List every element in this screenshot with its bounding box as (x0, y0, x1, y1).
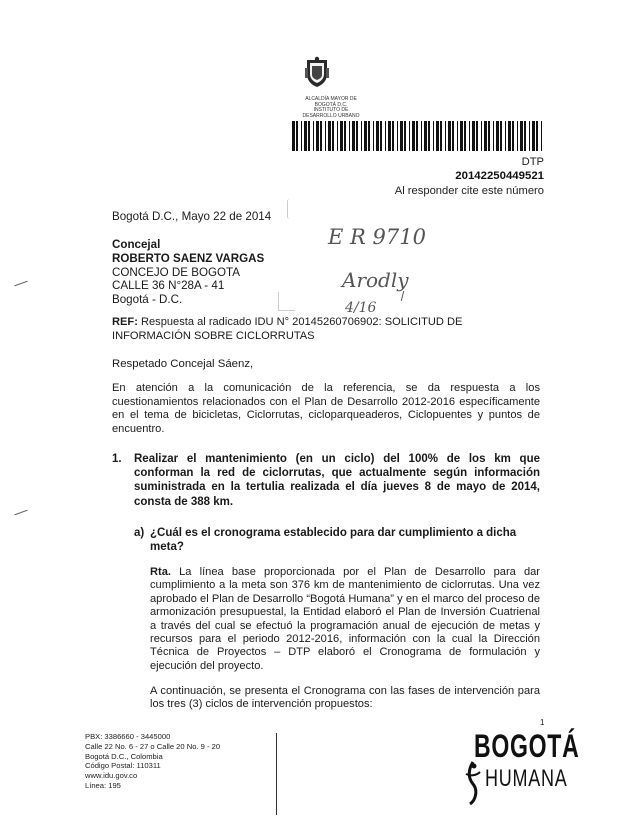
page-number: 1 (540, 718, 545, 727)
footer-line: Línea: 195 (85, 780, 121, 790)
question-1 (112, 452, 540, 509)
scan-mark (14, 510, 27, 516)
ref-text: Respuesta al radicado IDU N° 20145260706902: SOLICITUD DE INFORMACIÓN SOBRE CICLORRUTAS (112, 316, 463, 342)
question-text: Realizar el mantenimiento (en un ciclo) del 100% de los km que conforman la red de ciclorrutas, que actualmente según información suministrada en la tertulia realizada el día jueves 8 de mayo de 2014, consta de 388 km. (134, 453, 540, 508)
answer-text: La línea base proporcionada por el Plan de Desarrollo para dar cumplimiento a la meta son 376 km de mantenimiento de ciclorrutas. Una vez aprobado el Plan de Desarrollo “Bogotá Humana” y en el marco del proceso de armonización presupuestal, la Entidad elaboró el Plan de Inversión Cuatrienal a través del cual se efectuó la programación anual de ejecución de metas y recursos para el periodo 2012-2016, información con la cual la Dirección Técnica de Proyectos – DTP elaboró el Cronograma de formulación y ejecución del proyecto. (150, 566, 540, 672)
scan-mark (278, 292, 295, 311)
handwritten-er: E R 9710 (328, 225, 426, 249)
footer-line: Calle 22 No. 6 - 27 o Calle 20 No. 9 - 20 (85, 741, 221, 751)
ref-label: REF: (112, 316, 138, 328)
followup-paragraph: A continuación, se presenta el Cronograma con las fases de intervención para los tres (3) ciclos de intervención propuestos: (150, 685, 540, 711)
intro-paragraph: En atención a la comunicación de la referencia, se da respuesta a los cuestionamientos relacionados con el Plan de Desarrollo 2012-2016 específicamente en el tema de bicicletas, Ciclorrutas, cicloparqueaderos, Ciclopuentes y puntos de encuentro. (112, 382, 540, 435)
footer-line: Bogotá D.C., Colombia (85, 751, 163, 761)
footer-line: Código Postal: 110311 (85, 761, 161, 771)
radicado-number: 20142250449521 (455, 170, 544, 182)
recipient-block (112, 238, 264, 307)
salutation: Respetado Concejal Sáenz, (112, 358, 254, 370)
question-1a (134, 526, 540, 554)
question-number: 1. (112, 453, 122, 465)
footer-contact (85, 732, 220, 791)
logo-title: BOGOTÁ (474, 728, 580, 764)
recipient-address: CALLE 36 N°28A - 41 (112, 279, 225, 293)
footer-line: www.idu.gov.co (85, 771, 138, 781)
footer-divider (276, 733, 277, 815)
footer-line: PBX: 3386660 - 3445000 (85, 732, 171, 741)
signature-stroke (401, 291, 416, 301)
coat-of-arms-icon (304, 56, 330, 88)
bogota-humana-logo-icon (460, 760, 486, 806)
institution-name: ALCALDÍA MAYOR DE BOGOTÁ D.C. INSTITUTO DE DESARROLLO URBANO (302, 96, 360, 119)
subquestion-letter: a) (134, 527, 145, 539)
scan-mark (14, 281, 27, 287)
logo-subtitle: HUMANA (485, 765, 568, 792)
letter-date: Bogotá D.C., Mayo 22 de 2014 (112, 210, 272, 223)
cite-note: Al responder cite este número (394, 185, 544, 197)
recipient-org: CONCEJO DE BOGOTA (112, 265, 240, 279)
subquestion-text: ¿Cuál es el cronograma establecido para dar cumplimiento a dicha meta? (150, 527, 517, 554)
scan-mark (287, 199, 292, 219)
recipient-title: Concejal (112, 238, 161, 251)
reference-line (112, 316, 540, 343)
barcode-icon (292, 121, 544, 151)
dept-code: DTP (521, 156, 544, 168)
recipient-name: ROBERTO SAENZ VARGAS (112, 251, 265, 265)
answer-paragraph (150, 566, 540, 673)
handwritten-date: 4/16 (345, 300, 377, 316)
recipient-city: Bogotá - D.C. (112, 293, 183, 307)
answer-label: Rta. (150, 566, 171, 578)
handwritten-signature: Arodly (342, 268, 409, 292)
